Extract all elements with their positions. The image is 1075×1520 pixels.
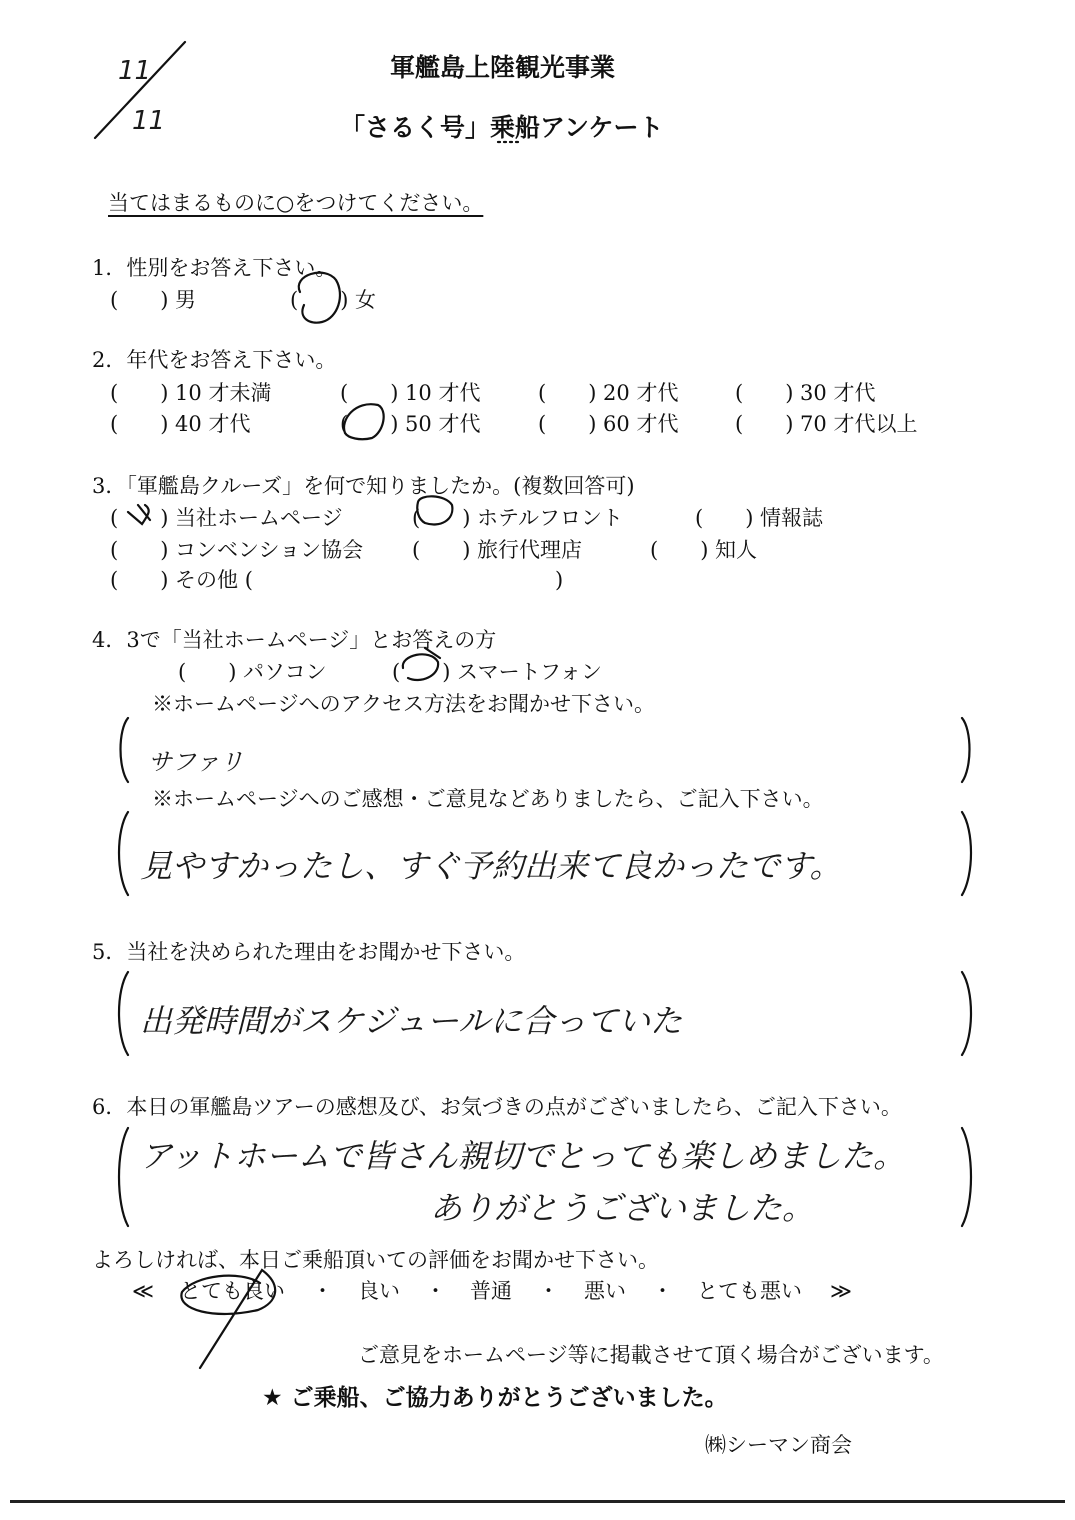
q1-option-female[interactable]: ( ) 女 (290, 288, 377, 312)
q1-option-male[interactable]: ( ) 男 (110, 288, 197, 312)
q2-option-20s[interactable]: ( ) 20 才代 (538, 381, 679, 405)
q4-option-pc[interactable]: ( ) パソコン (178, 660, 327, 684)
q1-question: 1．性別をお答え下さい。 (92, 256, 337, 280)
opinion-bracket-left (119, 812, 128, 895)
rating-close-bracket: ≫ (830, 1279, 852, 1303)
q4-question: 4．3で「当社ホームページ」とお答えの方 (92, 628, 497, 652)
thanks-message: ★ ご乗船、ご協力ありがとうございました。 (262, 1385, 728, 1411)
rating-separator: ・ (425, 1279, 446, 1303)
access-bracket-left (121, 718, 129, 782)
rating-option-very-good[interactable]: とても良い (180, 1279, 285, 1303)
q2-option-10s[interactable]: ( ) 10 才代 (340, 381, 481, 405)
rating-separator: ・ (538, 1279, 559, 1303)
q2-option-40s[interactable]: ( ) 40 才代 (110, 412, 251, 436)
rating-option-bad[interactable]: 悪い (584, 1279, 626, 1303)
rating-separator: ・ (312, 1279, 333, 1303)
q2-option-60s[interactable]: ( ) 60 才代 (538, 412, 679, 436)
q4-opinion-answer[interactable]: 見やすかったし、すぐ予約出来て良かったです。 (140, 847, 842, 885)
q2-option-30s[interactable]: ( ) 30 才代 (735, 381, 876, 405)
q5-answer[interactable]: 出発時間がスケジュールに合っていた (140, 1002, 683, 1040)
q3-other-close-paren: ) (555, 568, 564, 592)
stamp-date-top: 11 (118, 56, 152, 86)
access-bracket-right (962, 718, 970, 782)
q3-option-convention[interactable]: ( ) コンベンション協会 (110, 538, 364, 562)
q3-option-other[interactable]: ( ) その他 ( (110, 568, 253, 592)
rating-option-good[interactable]: 良い (358, 1279, 400, 1303)
q4-access-prompt: ※ホームページへのアクセス方法をお聞かせ下さい。 (152, 692, 655, 716)
q2-option-under10[interactable]: ( ) 10 才未満 (110, 381, 272, 405)
q5-question: 5．当社を決められた理由をお聞かせ下さい。 (92, 940, 526, 964)
q6-bracket-right (962, 1128, 971, 1226)
stamp-date-bottom: 11 (132, 106, 166, 136)
q3-option-magazine[interactable]: ( ) 情報誌 (695, 506, 824, 530)
bottom-rule (10, 1500, 1065, 1503)
rating-open-bracket: ≪ (132, 1279, 154, 1303)
q4-opinion-prompt: ※ホームページへのご感想・ご意見などありましたら、ご記入下さい。 (152, 787, 824, 811)
q6-question: 6．本日の軍艦島ツアーの感想及び、お気づきの点がございましたら、ご記入下さい。 (92, 1095, 902, 1119)
q5-bracket-right (962, 972, 971, 1055)
opinion-bracket-right (962, 812, 971, 895)
q2-question: 2．年代をお答え下さい。 (92, 348, 337, 372)
rating-prompt: よろしければ、本日ご乗船頂いての評価をお聞かせ下さい。 (92, 1248, 659, 1272)
notice: ご意見をホームページ等に掲載させて頂く場合がございます。 (358, 1343, 944, 1367)
instruction: 当てはまるものに○をつけてください。 (108, 191, 484, 215)
q4-access-answer[interactable]: サファリ (148, 748, 244, 776)
q3-option-travel-agency[interactable]: ( ) 旅行代理店 (412, 538, 583, 562)
rating-separator: ・ (652, 1279, 673, 1303)
company-name: ㈱シーマン商会 (705, 1433, 852, 1457)
q6-bracket-left (119, 1128, 128, 1226)
page-subtitle: 「さるく号」乗船アンケート (340, 113, 664, 142)
q6-answer-line-1[interactable]: アットホームで皆さん親切でとっても楽しめました。 (140, 1137, 906, 1175)
q4-option-smartphone[interactable]: ( ) スマートフォン (392, 660, 602, 684)
q3-question: 3．「軍艦島クルーズ」を何で知りましたか。(複数回答可) (92, 474, 635, 498)
q5-bracket-left (119, 972, 128, 1055)
q3-option-acquaintance[interactable]: ( ) 知人 (650, 538, 758, 562)
q2-option-50s[interactable]: ( ) 50 才代 (340, 412, 481, 436)
q2-option-70s-plus[interactable]: ( ) 70 才代以上 (735, 412, 918, 436)
page-title: 軍艦島上陸観光事業 (390, 53, 616, 82)
q3-option-hotel-front[interactable]: ( ) ホテルフロント (412, 506, 624, 530)
rating-option-average[interactable]: 普通 (470, 1279, 512, 1303)
rating-option-very-bad[interactable]: とても悪い (697, 1279, 802, 1303)
q3-option-homepage[interactable]: ( ) 当社ホームページ (110, 506, 343, 530)
q6-answer-line-2[interactable]: ありがとうございました。 (430, 1189, 815, 1227)
